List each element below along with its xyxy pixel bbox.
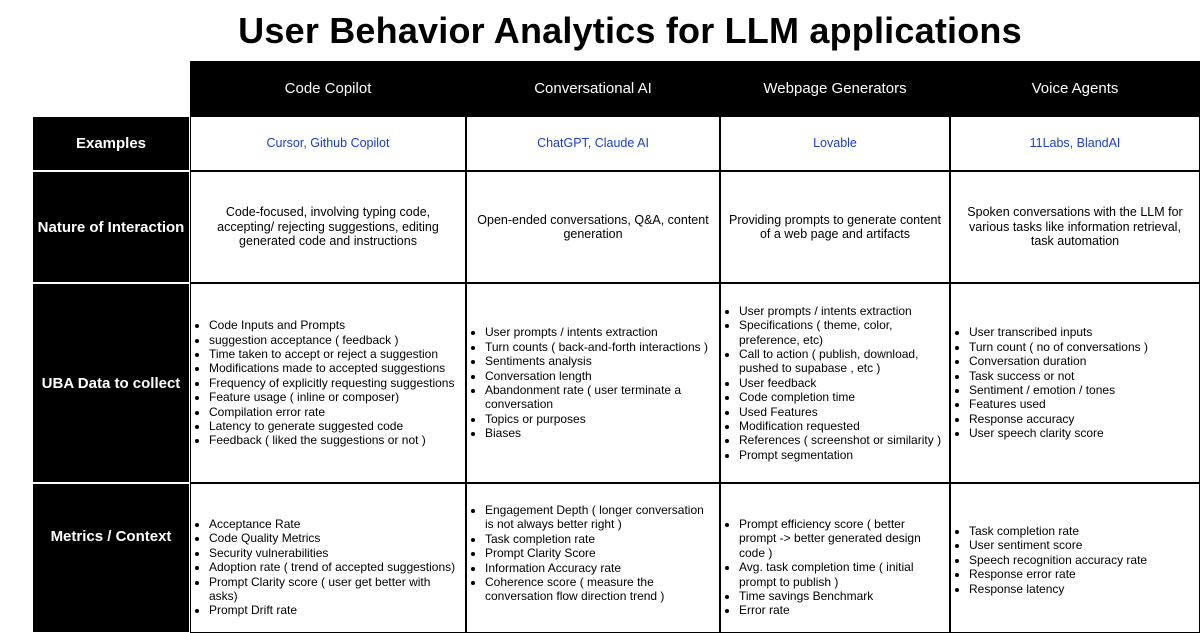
examples-code-copilot[interactable]: Cursor, Github Copilot <box>190 116 466 171</box>
uba-webpage-generators-item: • Code completion time <box>739 390 943 404</box>
examples-conversational-ai[interactable]: ChatGPT, Claude AI <box>466 116 720 171</box>
metrics-voice-agents-item: • Response error rate <box>969 567 1147 581</box>
row-header-nature-of-interaction: Nature of Interaction <box>32 171 190 283</box>
uba-code-copilot-item: • Frequency of explicitly requesting suggestions <box>209 376 454 390</box>
uba-voice-agents-item: • User transcribed inputs <box>969 325 1148 339</box>
metrics-code-copilot-item: • Code Quality Metrics <box>209 531 459 545</box>
uba-voice-agents-item: • Conversation duration <box>969 354 1148 368</box>
uba-code-copilot-item: • Feedback ( liked the suggestions or not ) <box>209 433 454 447</box>
metrics-conversational-ai-item: • Prompt Clarity Score <box>485 546 713 560</box>
nature-conversational-ai: Open-ended conversations, Q&A, content generation <box>466 171 720 283</box>
column-header-webpage-generators: Webpage Generators <box>720 61 950 116</box>
uba-voice-agents-item: • Turn count ( no of conversations ) <box>969 340 1148 354</box>
row-header-metrics <box>32 483 190 633</box>
metrics-voice-agents-item: • Response latency <box>969 582 1147 596</box>
row-header-metrics-label: Metrics / Context <box>50 528 172 545</box>
metrics-code-copilot-item: • Security vulnerabilities <box>209 546 459 560</box>
uba-webpage-generators-item: • Modification requested <box>739 419 943 433</box>
metrics-voice-agents-item: • Task completion rate <box>969 524 1147 538</box>
column-header-code-copilot: Code Copilot <box>190 61 466 116</box>
metrics-conversational-ai-item: • Information Accuracy rate <box>485 561 713 575</box>
uba-voice-agents-item: • Response accuracy <box>969 412 1148 426</box>
uba-code-copilot-item: • Code Inputs and Prompts <box>209 318 454 332</box>
metrics-code-copilot-item: • Adoption rate ( trend of accepted suggestions) <box>209 560 459 574</box>
nature-webpage-generators: Providing prompts to generate content of a web page and artifacts <box>720 171 950 283</box>
nature-voice-agents: Spoken conversations with the LLM for various tasks like information retrieval, task automation <box>950 171 1200 283</box>
uba-code-copilot-item: • Compilation error rate <box>209 405 454 419</box>
uba-webpage-generators-item: • User feedback <box>739 376 943 390</box>
examples-webpage-generators[interactable]: Lovable <box>720 116 950 171</box>
metrics-conversational-ai-item: • Engagement Depth ( longer conversation is not always better right ) <box>485 503 713 532</box>
metrics-conversational-ai <box>466 483 720 633</box>
uba-webpage-generators-item: • References ( screenshot or similarity ) <box>739 433 943 447</box>
metrics-webpage-generators-item: • Error rate <box>739 603 943 617</box>
uba-voice-agents-item: • Sentiment / emotion / tones <box>969 383 1148 397</box>
uba-webpage-generators-item: • Prompt segmentation <box>739 448 943 462</box>
uba-conversational-ai-item: • Abandonment rate ( user terminate a conversation <box>485 383 713 412</box>
column-header-voice-agents: Voice Agents <box>950 61 1200 116</box>
uba-conversational-ai-item: • Turn counts ( back-and-forth interactions ) <box>485 340 713 354</box>
metrics-code-copilot-item: • Acceptance Rate <box>209 517 459 531</box>
uba-voice-agents-item: • User speech clarity score <box>969 426 1148 440</box>
metrics-webpage-generators <box>720 483 950 633</box>
uba-code-copilot-item: • Latency to generate suggested code <box>209 419 454 433</box>
uba-voice-agents-item: • Features used <box>969 397 1148 411</box>
uba-code-copilot-item: • suggestion acceptance ( feedback ) <box>209 333 454 347</box>
row-header-examples: Examples <box>32 116 190 171</box>
uba-code-copilot <box>190 283 466 483</box>
uba-webpage-generators <box>720 283 950 483</box>
metrics-voice-agents <box>950 483 1200 633</box>
metrics-code-copilot <box>190 483 466 633</box>
metrics-code-copilot-item: • Prompt Drift rate <box>209 603 459 617</box>
uba-conversational-ai-item: • Biases <box>485 426 713 440</box>
column-header-conversational-ai: Conversational AI <box>466 61 720 116</box>
uba-voice-agents <box>950 283 1200 483</box>
examples-voice-agents[interactable]: 11Labs, BlandAI <box>950 116 1200 171</box>
nature-code-copilot: Code-focused, involving typing code, accepting/ rejecting suggestions, editing generated code and instructions <box>190 171 466 283</box>
uba-conversational-ai-item: • Sentiments analysis <box>485 354 713 368</box>
metrics-voice-agents-item: • User sentiment score <box>969 538 1147 552</box>
uba-code-copilot-item: • Time taken to accept or reject a suggestion <box>209 347 454 361</box>
metrics-webpage-generators-item: • Avg. task completion time ( initial prompt to publish ) <box>739 560 943 589</box>
uba-code-copilot-item: • Feature usage ( inline or composer) <box>209 390 454 404</box>
metrics-webpage-generators-item: • Prompt efficiency score ( better prompt -> better generated design code ) <box>739 517 943 560</box>
metrics-code-copilot-item: • Prompt Clarity score ( user get better with asks) <box>209 575 459 604</box>
metrics-voice-agents-item: • Speech recognition accuracy rate <box>969 553 1147 567</box>
uba-conversational-ai-item: • User prompts / intents extraction <box>485 325 713 339</box>
uba-webpage-generators-item: • User prompts / intents extraction <box>739 304 943 318</box>
uba-conversational-ai-item: • Topics or purposes <box>485 412 713 426</box>
uba-conversational-ai-item: • Conversation length <box>485 369 713 383</box>
row-header-uba-data: UBA Data to collect <box>32 283 190 483</box>
uba-code-copilot-item: • Modifications made to accepted suggestions <box>209 361 454 375</box>
uba-webpage-generators-item: • Call to action ( publish, download, pushed to supabase , etc ) <box>739 347 943 376</box>
uba-webpage-generators-item: • Specifications ( theme, color, preference, etc) <box>739 318 943 347</box>
uba-webpage-generators-item: • Used Features <box>739 405 943 419</box>
uba-voice-agents-item: • Task success or not <box>969 369 1148 383</box>
metrics-conversational-ai-item: • Task completion rate <box>485 532 713 546</box>
uba-conversational-ai <box>466 283 720 483</box>
page-title: User Behavior Analytics for LLM applications <box>238 10 1022 51</box>
metrics-webpage-generators-item: • Time savings Benchmark <box>739 589 943 603</box>
metrics-conversational-ai-item: • Coherence score ( measure the conversation flow direction trend ) <box>485 575 713 604</box>
